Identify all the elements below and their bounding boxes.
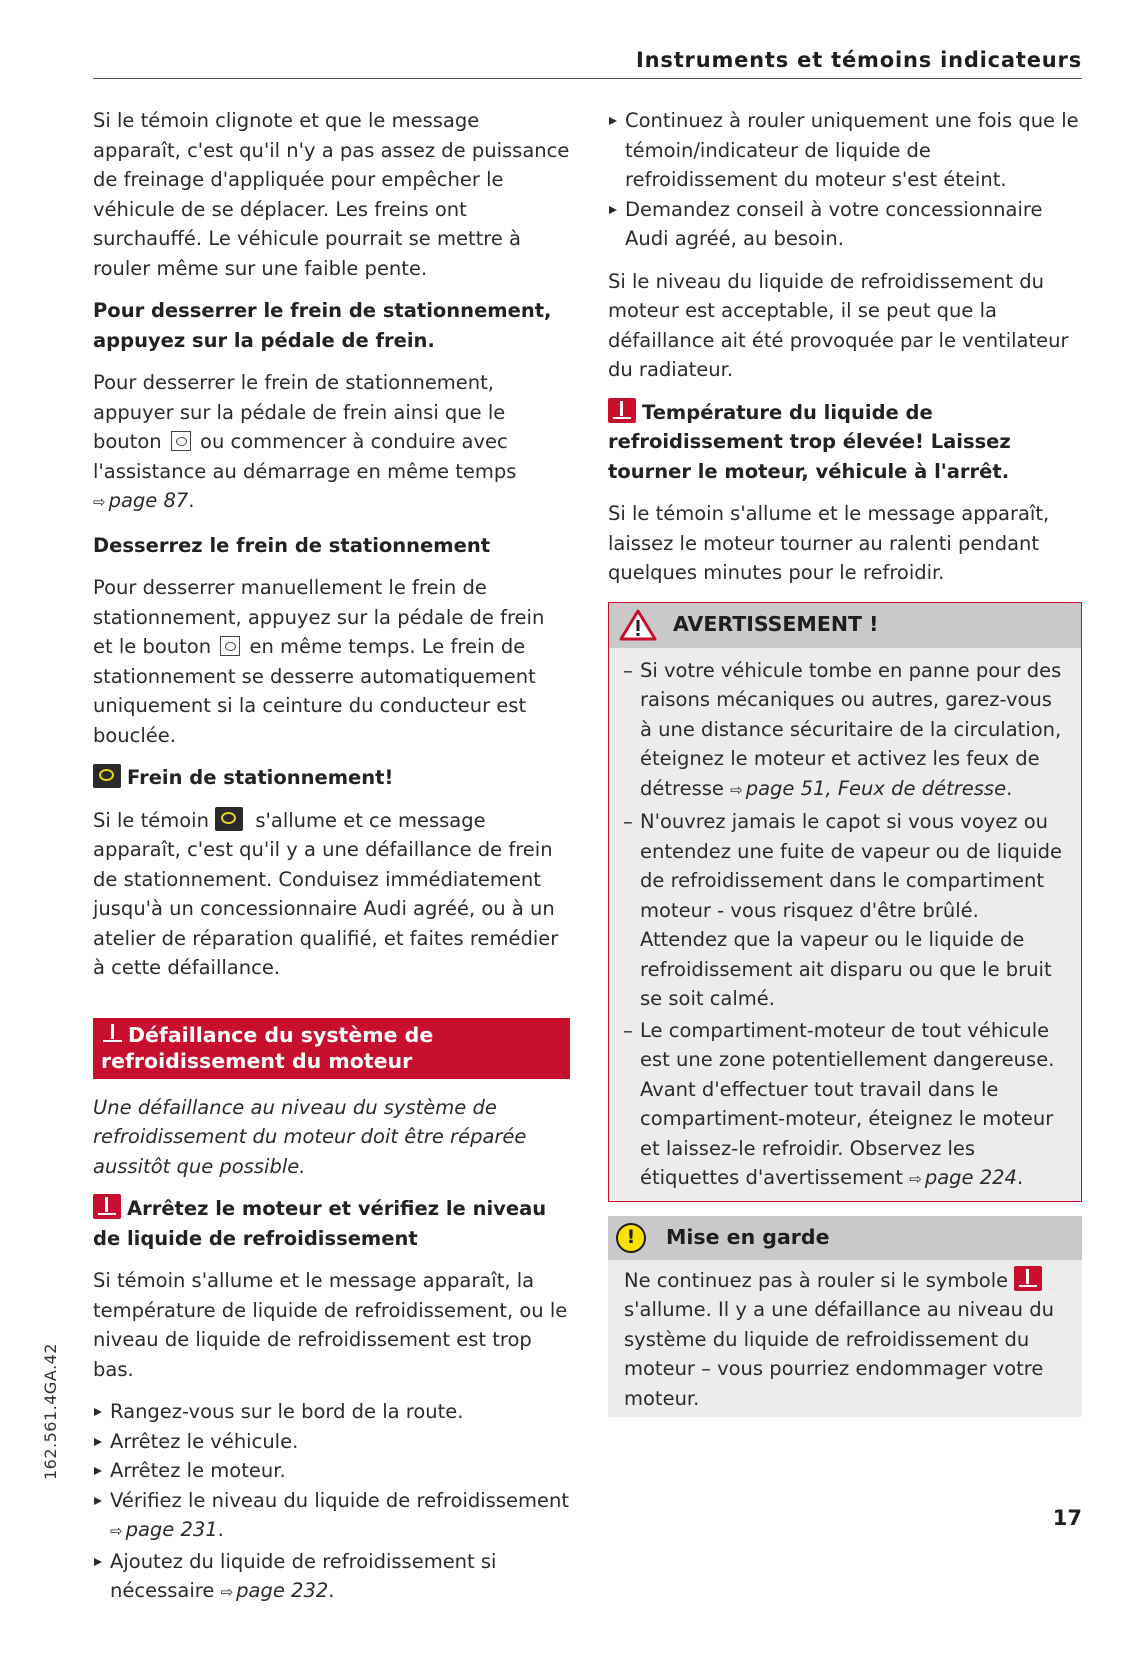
coolant-temperature-icon [101,1024,123,1044]
paragraph: Si le niveau du liquide de refroidissement du moteur est acceptable, il se peut que la défaillance ait été provoquée par le ventilateur du radiateur. [608,269,1069,381]
page-reference-link[interactable]: ⇨ page 232 [220,1579,329,1602]
paragraph-text: Si le témoin [93,808,209,832]
list-item: – N'ouvrez jamais le capot si vous voyez ou entendez une fuite de vapeur ou de liquide de refroidissement dans le compartiment moteur - vous risquez d'être brûlé. Attendez que la vapeur ou le liquide de refroidissement ait disparu ou que le bruit se soit calmé. [623,807,1067,1014]
parking-brake-warning-icon [93,764,121,788]
paragraph-text: s'allume et ce message apparaît, c'est qu'il y a une défaillance de frein de stationnement. Conduisez immédiatement jusqu'à un concessionnaire Audi agréé, ou à un atelier de réparation qualifié, et faites remédier à cette défaillance. [93,808,559,979]
list-item: Arrêtez le véhicule. [93,1427,570,1457]
coolant-warning-icon [93,1194,121,1219]
warning-box [608,602,1082,1202]
section-banner: Défaillance du système de refroidissement du moteur [93,1018,570,1079]
coolant-warning-icon [1014,1266,1042,1291]
caution-header [608,1216,1082,1260]
arrow-right-icon: ⇨ [110,1522,123,1540]
parking-brake-button-icon [171,431,191,451]
paragraph [93,806,570,983]
warning-list [609,648,1081,1201]
list-item: – Si votre véhicule tombe en panne pour des raisons mécaniques ou autres, garez-vous à une distance sécuritaire de la circulation, éteignez le moteur et activez les feux de détresse ⇨ page 51, Feux de détresse. [623,656,1067,806]
page-reference-link[interactable]: ⇨ page 224 [909,1166,1017,1189]
section-heading: Pour desserrer le frein de stationnement, appuyez sur la pédale de frein. [93,299,552,352]
list-item: Vérifiez le niveau du liquide de refroidissement ⇨ page 231. [93,1486,570,1547]
section-heading: Frein de stationnement! [93,763,570,793]
paragraph-text: ou commencer à conduire avec l'assistance au démarrage en même temps [93,430,517,483]
page-header-title: Instruments et témoins indicateurs [636,48,1082,72]
paragraph: Si le témoin clignote et que le message apparaît, c'est qu'il n'y a pas assez de puissance de freinage d'appliquée pour empêcher le véhicule de se déplacer. Les freins ont surchauffé. Le véhicule pourrait se mettre à rouler même sur une faible pente. [93,109,570,280]
section-intro: Une défaillance au niveau du système de refroidissement du moteur doit être réparée aussitôt que possible. [93,1095,527,1178]
page-reference-link[interactable]: ⇨ page 51, Feux de détresse [730,776,1007,800]
page-number: 17 [1052,1506,1082,1530]
section-heading: Desserrez le frein de stationnement [93,533,491,557]
caution-title: Mise en garde [666,1224,830,1249]
arrow-right-icon: ⇨ [220,1583,234,1601]
page-reference-link[interactable]: ⇨ page 87 [93,489,189,512]
paragraph-text: Pour desserrer le frein de stationnement, appuyer sur la pédale de frein ainsi que le bouton [93,371,506,453]
header-divider [93,78,1082,79]
caution-text: Ne continuez pas à rouler si le symbole s'allume. Il y a une défaillance au niveau du système du liquide de refroidissement du moteur – vous pourriez endommager votre moteur. [608,1260,1082,1418]
list-item: Demandez conseil à votre concessionnaire Audi agréé, au besoin. [608,195,1082,254]
paragraph: Si témoin s'allume et le message apparaît, la température de liquide de refroidissement, ou le niveau de liquide de refroidissement est trop bas. [93,1269,568,1381]
parking-brake-button-icon [220,636,240,656]
exclamation-icon: ! [616,1223,646,1253]
paragraph-text: en même temps. Le frein de stationnement se desserre automatiquement uniquement si la ceinture du conducteur est bouclée. [93,635,536,747]
list-item: Rangez-vous sur le bord de la route. [93,1397,570,1427]
paragraph: Pour desserrer le frein de stationnement, appuyer sur la pédale de frein ainsi que le bouton ou commencer à conduire avec l'assistance au démarrage en même temps ⇨ page 87. [93,371,517,512]
list-item: Continuez à rouler uniquement une fois que le témoin/indicateur de liquide de refroidissement du moteur s'est éteint. [608,106,1082,195]
arrow-right-icon: ⇨ [93,493,106,511]
list-item: Arrêtez le moteur. [93,1456,570,1486]
warning-title: AVERTISSEMENT ! [673,612,879,637]
paragraph-text: Pour desserrer manuellement le frein de stationnement, appuyez sur la pédale de frein et le bouton [93,576,545,658]
arrow-right-icon: ⇨ [909,1170,922,1188]
parking-brake-warning-icon [215,807,243,831]
instruction-list [93,1397,570,1608]
warning-header [609,603,1081,648]
left-column [93,106,570,1621]
paragraph: Si le témoin s'allume et le message apparaît, laissez le moteur tourner au ralenti pendant quelques minutes pour le refroidir. [608,502,1050,584]
arrow-right-icon: ⇨ [730,780,743,799]
page-reference-link[interactable]: ⇨ page 231 [110,1518,218,1541]
warning-triangle-icon [619,609,657,641]
list-item: Ajoutez du liquide de refroidissement si nécessaire ⇨ page 232. [93,1547,570,1608]
caution-box [608,1216,1082,1418]
section-heading: Température du liquide de refroidissement trop élevée! Laissez tourner le moteur, véhicule à l'arrêt. [608,398,1082,487]
instruction-list [608,106,1082,254]
document-code: 162.561.4GA.42 [41,1343,60,1480]
section-heading: Arrêtez le moteur et vérifiez le niveau de liquide de refroidissement [93,1194,570,1253]
coolant-warning-icon [608,398,636,423]
paragraph [93,573,570,750]
right-column [608,106,1082,1417]
list-item: – Le compartiment-moteur de tout véhicule est une zone potentiellement dangereuse. Avant d'effectuer tout travail dans le compartiment-moteur, éteignez le moteur et laissez-le refroidir. Observez les étiquettes d'avertissement ⇨ page 224. [623,1016,1067,1195]
